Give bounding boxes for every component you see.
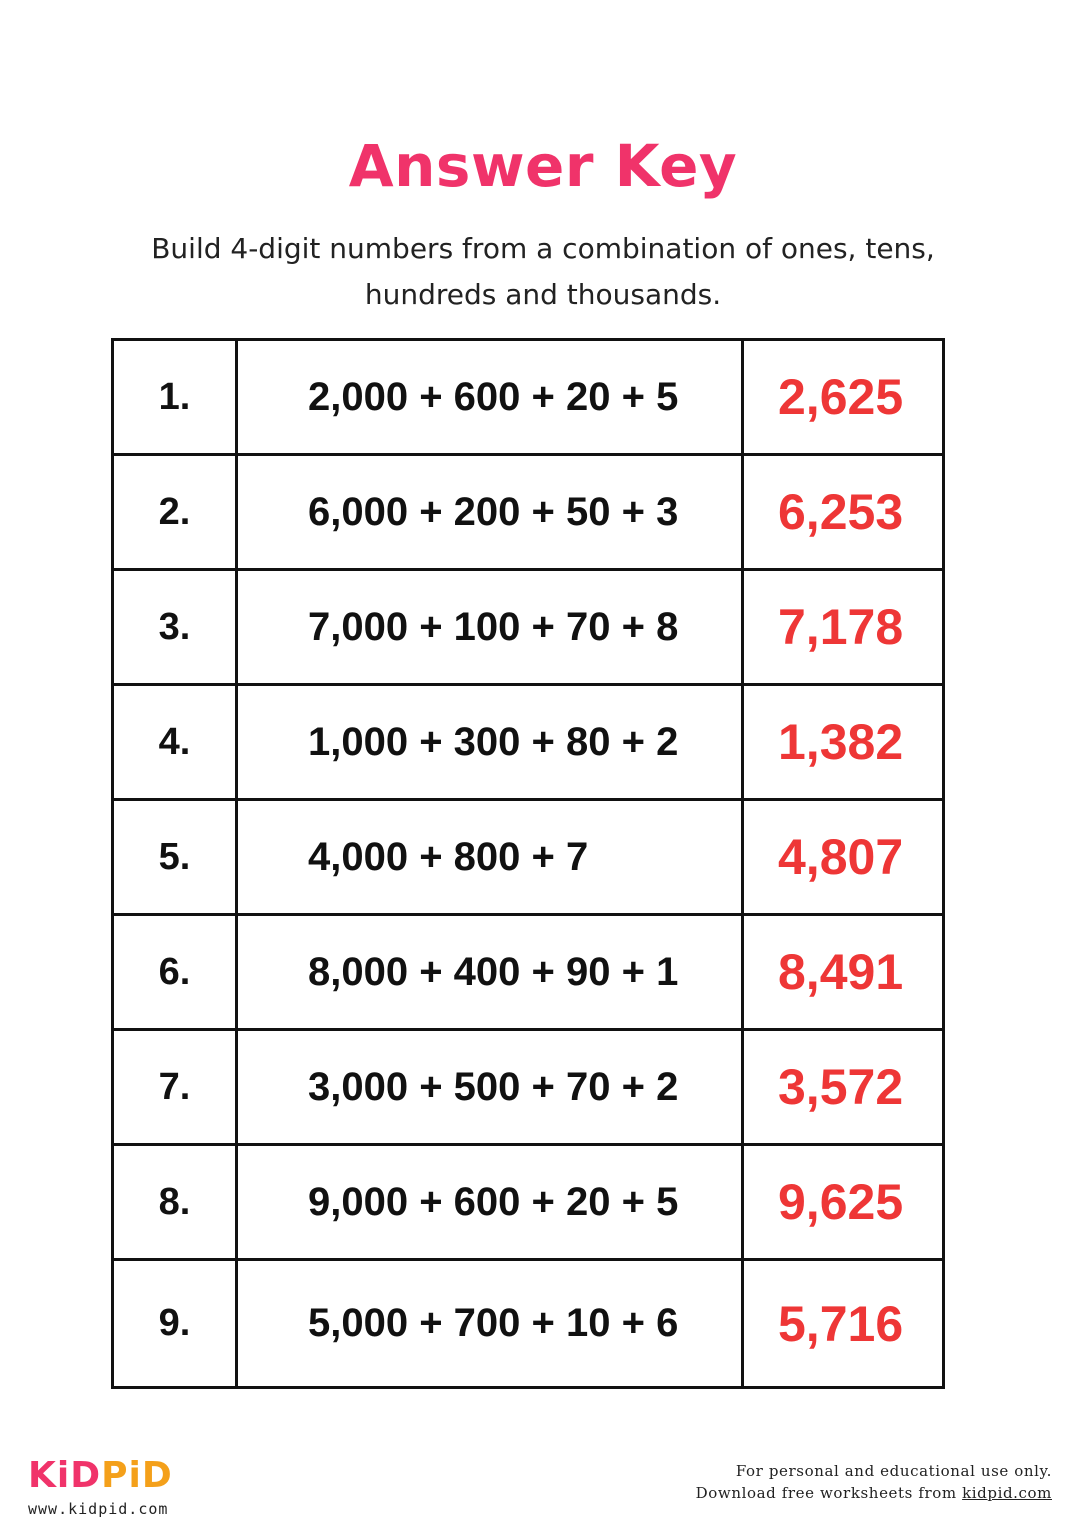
- footer-line-1: For personal and educational use only.: [735, 1462, 1052, 1480]
- table-row: [114, 916, 942, 1031]
- answer: 4,807: [778, 829, 904, 885]
- table-row: [114, 801, 942, 916]
- expression: 2,000 + 600 + 20 + 5: [238, 341, 744, 453]
- table-row: [114, 1031, 942, 1146]
- instructions-line-2: hundreds and thousands.: [364, 278, 722, 311]
- expression: 7,000 + 100 + 70 + 8: [238, 571, 744, 683]
- expression: 3,000 + 500 + 70 + 2: [238, 1031, 744, 1143]
- expression: 5,000 + 700 + 10 + 6: [238, 1261, 744, 1386]
- question-number: 3.: [114, 571, 238, 683]
- footer-prefix: Download free worksheets from: [695, 1484, 963, 1502]
- answer: 9,625: [778, 1174, 904, 1230]
- expression: 6,000 + 200 + 50 + 3: [238, 456, 744, 568]
- logo-kid: KiD: [28, 1455, 102, 1496]
- answer: 2,625: [778, 369, 904, 425]
- instructions-line-1: Build 4-digit numbers from a combination of ones, tens,: [151, 232, 935, 265]
- page-title: Answer Key: [348, 132, 738, 200]
- logo-pid: PiD: [101, 1455, 173, 1496]
- expression: 4,000 + 800 + 7: [238, 801, 744, 913]
- kidpid-logo: [28, 1455, 173, 1496]
- table-row: [114, 456, 942, 571]
- table-row: [114, 1261, 942, 1389]
- footer-line-2: [696, 1482, 1052, 1504]
- answer: 5,716: [778, 1295, 904, 1352]
- footer-note: [696, 1460, 1052, 1504]
- answer: 7,178: [778, 599, 904, 655]
- answer: 8,491: [778, 944, 904, 1000]
- question-number: 1.: [114, 341, 238, 453]
- table-row: [114, 686, 942, 801]
- question-number: 4.: [114, 686, 238, 798]
- instructions: [120, 226, 966, 318]
- question-number: 9.: [114, 1261, 238, 1386]
- kidpid-link[interactable]: kidpid.com: [962, 1484, 1052, 1502]
- answer: 1,382: [778, 714, 904, 770]
- expression: 1,000 + 300 + 80 + 2: [238, 686, 744, 798]
- table-row: [114, 1146, 942, 1261]
- answer-table: [111, 338, 945, 1389]
- expression: 9,000 + 600 + 20 + 5: [238, 1146, 744, 1258]
- table-row: [114, 571, 942, 686]
- expression: 8,000 + 400 + 90 + 1: [238, 916, 744, 1028]
- question-number: 2.: [114, 456, 238, 568]
- table-row: [114, 341, 942, 456]
- answer: 3,572: [778, 1059, 904, 1115]
- question-number: 8.: [114, 1146, 238, 1258]
- website-label: www.kidpid.com: [28, 1500, 169, 1518]
- question-number: 6.: [114, 916, 238, 1028]
- question-number: 7.: [114, 1031, 238, 1143]
- answer: 6,253: [778, 484, 904, 540]
- question-number: 5.: [114, 801, 238, 913]
